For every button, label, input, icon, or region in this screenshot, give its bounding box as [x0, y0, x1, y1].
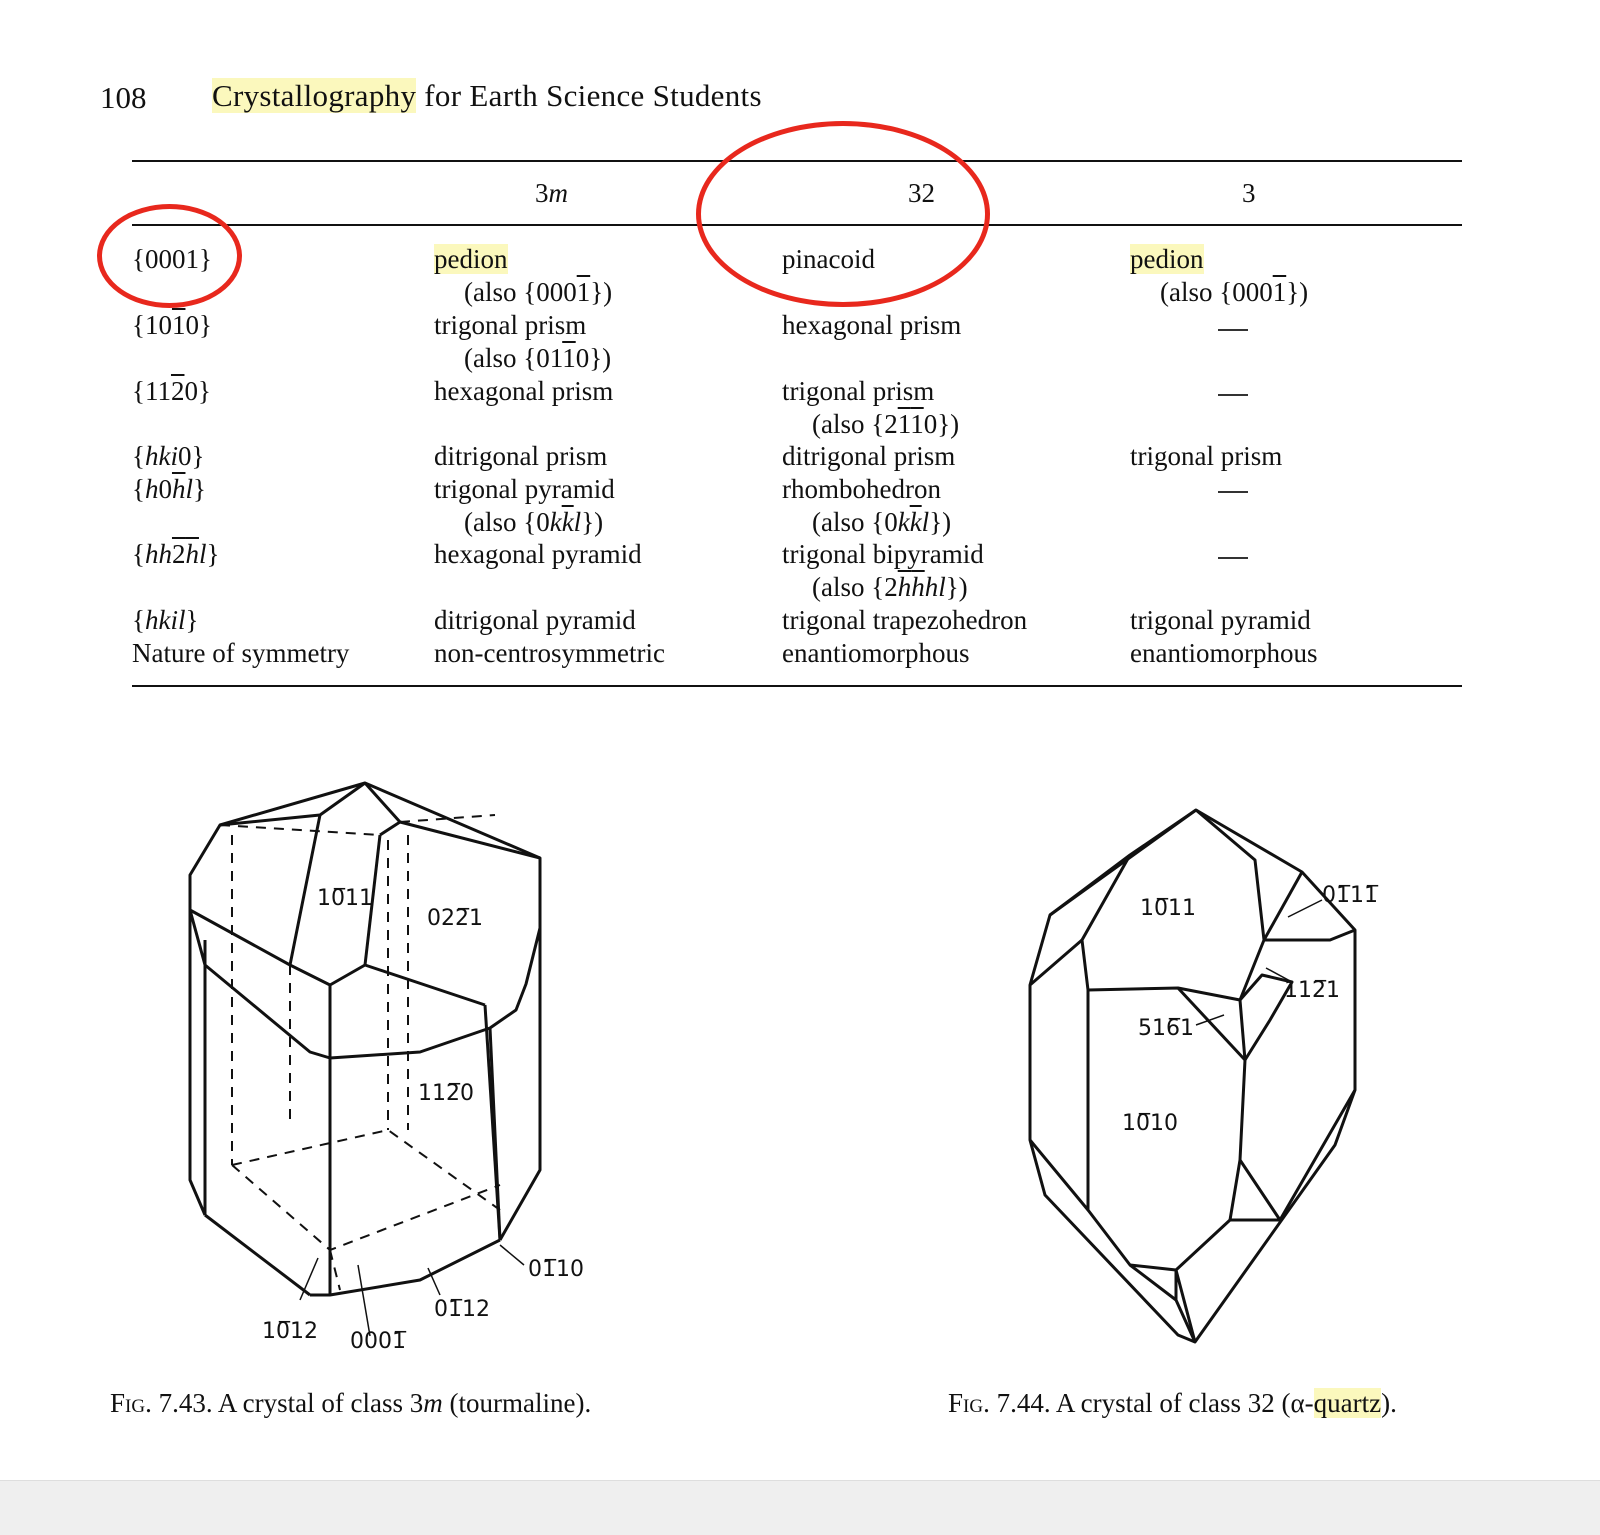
- column-header-3: 3: [1242, 178, 1256, 208]
- form-cell: Nature of symmetry: [132, 638, 350, 668]
- viewer-bottom-bar: [0, 1480, 1600, 1535]
- face-label: 01̅10: [528, 1257, 584, 1282]
- class-32-cell: ditrigonal prism: [782, 441, 956, 471]
- face-label: 022̅1: [427, 906, 483, 931]
- class-3m-cell: pedion (also {0001}): [434, 244, 613, 307]
- figure-7-43-caption: Fig. 7.43. A crystal of class 3m (tourmaline).: [110, 1388, 592, 1418]
- class-3m-cell: ditrigonal pyramid: [434, 605, 636, 635]
- empty-dash: [1218, 394, 1248, 396]
- annotation-circle-32: [696, 121, 990, 307]
- class-3-cell: trigonal prism: [1130, 441, 1283, 471]
- class-3-cell: enantiomorphous: [1130, 638, 1318, 668]
- class-3m-cell: hexagonal pyramid: [434, 539, 642, 569]
- class-3m-cell: trigonal pyramid (also $\{0k\overline{k}l\}$): [434, 474, 615, 537]
- title-highlight: Crystallography: [212, 78, 417, 113]
- class-32-cell: enantiomorphous: [782, 638, 970, 668]
- form-cell: $\{hh2\overline{h}l\}$: [132, 539, 220, 569]
- form-cell: $\{h0\overline{h}l\}$: [132, 474, 206, 504]
- figure-7-44-quartz-crystal: [800, 760, 1600, 1400]
- empty-dash: [1218, 491, 1248, 493]
- class-32-cell: trigonal prism (also {2110}): [782, 376, 960, 439]
- class-3m-cell: trigonal prism (also {0110}): [434, 310, 612, 373]
- face-label: 01̅11̅: [1322, 883, 1378, 908]
- column-header-32: 32: [908, 178, 935, 208]
- page-number: 108: [100, 80, 147, 115]
- face-label: 01̅12: [434, 1297, 490, 1322]
- class-3m-cell: non-centrosymmetric: [434, 638, 665, 668]
- face-label: 112̅0: [418, 1081, 474, 1106]
- form-cell: {hkil}: [132, 605, 199, 635]
- class-32-cell: hexagonal prism: [782, 310, 962, 340]
- form-cell: {1010}: [132, 310, 212, 340]
- class-32-cell: pinacoid: [782, 244, 875, 274]
- table-bottom-rule: [132, 685, 1462, 687]
- class-3-cell: pedion (also {0001}): [1130, 244, 1309, 307]
- face-label: 0001̅: [350, 1329, 406, 1354]
- face-label: 10̅11: [317, 886, 373, 911]
- class-32-cell: rhombohedron (also $\{0k\overline{k}l\}$): [782, 474, 952, 537]
- form-cell: {0001}: [132, 244, 212, 274]
- form-cell: {1120}: [132, 376, 211, 406]
- face-label: 10̅11: [1140, 896, 1196, 921]
- face-label: 10̅10: [1122, 1111, 1178, 1136]
- running-title: [212, 78, 762, 114]
- form-cell: {hki0}: [132, 441, 205, 471]
- title-rest: for Earth Science Students: [416, 78, 762, 113]
- class-32-cell: trigonal trapezohedron: [782, 605, 1028, 635]
- class-3m-cell: hexagonal prism: [434, 376, 614, 406]
- column-header-3m: 3m: [535, 178, 568, 208]
- face-label: 10̅12: [262, 1319, 318, 1344]
- annotation-circle-0001: [97, 204, 242, 308]
- empty-dash: [1218, 329, 1248, 331]
- class-3-cell: trigonal pyramid: [1130, 605, 1311, 635]
- face-label: 516̅1: [1138, 1016, 1194, 1041]
- class-3m-cell: ditrigonal prism: [434, 441, 608, 471]
- figure-7-44-caption: Fig. 7.44. A crystal of class 32 (α-quartz).: [948, 1388, 1397, 1418]
- face-label: 112̅1: [1284, 978, 1340, 1003]
- empty-dash: [1218, 557, 1248, 559]
- figure-7-43-tourmaline-crystal: [0, 760, 800, 1400]
- class-32-cell: trigonal bipyramid (also $\{2\overline{h}\overline{h}hl\}$): [782, 539, 984, 602]
